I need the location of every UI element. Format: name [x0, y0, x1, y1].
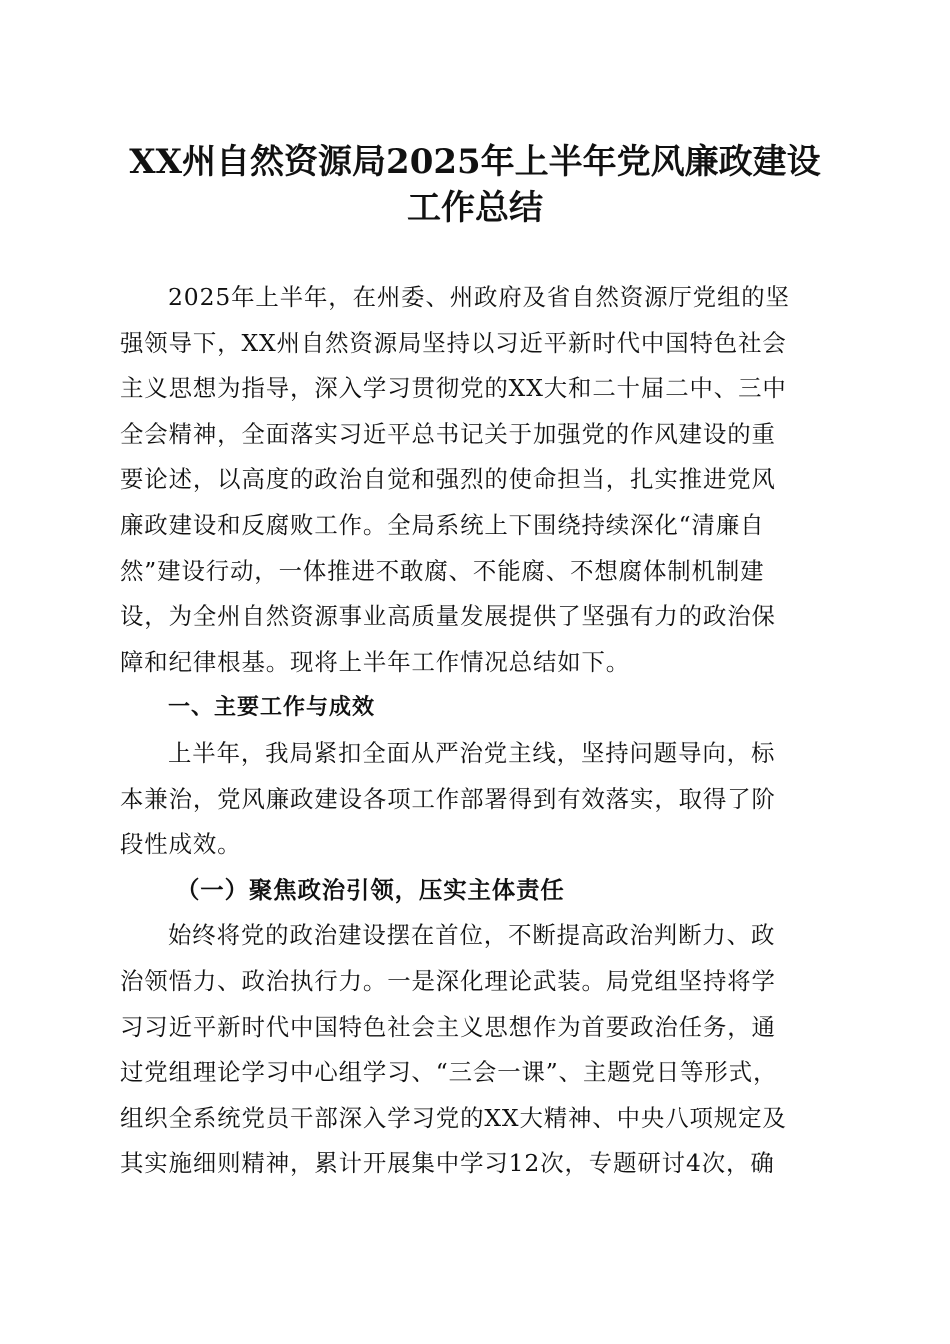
paragraph-line: 廉政建设和反腐败工作。全局系统上下围绕持续深化“清廉自: [120, 510, 765, 539]
paragraph-line: 本兼治，党风廉政建设各项工作部署得到有效落实，取得了阶: [120, 784, 776, 813]
paragraph-line: 段性成效。: [120, 830, 242, 859]
paragraph-line: 然”建设行动，一体推进不敢腐、不能腐、不想腐体制机制建: [120, 556, 765, 585]
document-title-line-2: 工作总结: [407, 188, 543, 228]
paragraph-line: 习习近平新时代中国特色社会主义思想作为首要政治任务，通: [120, 1012, 776, 1041]
paragraph-line: 2025年上半年，在州委、州政府及省自然资源厅党组的坚: [168, 283, 790, 311]
paragraph-line: 强领导下，XX州自然资源局坚持以习近平新时代中国特色社会: [120, 328, 787, 357]
paragraph-line: 要论述，以高度的政治自觉和强烈的使命担当，扎实推进党风: [120, 465, 776, 494]
document-body: [120, 275, 832, 1187]
paragraph-line: 组织全系统党员干部深入学习党的XX大精神、中央八项规定及: [120, 1103, 787, 1132]
paragraph-line: 全会精神，全面落实习近平总书记关于加强党的作风建设的重: [120, 419, 776, 448]
document-title-line-1: XX州自然资源局2025年上半年党风廉政建设: [129, 142, 821, 182]
paragraph-line: 设，为全州自然资源事业高质量发展提供了坚强有力的政治保: [120, 602, 776, 631]
paragraph-line: 其实施细则精神，累计开展集中学习12次，专题研讨4次，确: [120, 1149, 775, 1178]
paragraph-line: 过党组理论学习中心组学习、“三会一课”、主题党日等形式，: [120, 1058, 778, 1087]
paragraph-line: 治领悟力、政治执行力。一是深化理论武装。局党组坚持将学: [120, 966, 776, 995]
section-heading: 一、主要工作与成效: [168, 695, 376, 721]
paragraph-line: 始终将党的政治建设摆在首位，不断提高政治判断力、政: [168, 921, 776, 950]
paragraph-line: 障和纪律根基。现将上半年工作情况总结如下。: [120, 647, 631, 676]
paragraph-line: 上半年，我局紧扣全面从严治党主线，坚持问题导向，标: [168, 738, 776, 767]
paragraph-line: 主义思想为指导，深入学习贯彻党的XX大和二十届二中、三中: [120, 374, 787, 403]
subsection-heading: （一）聚焦政治引领，压实主体责任: [176, 875, 565, 904]
